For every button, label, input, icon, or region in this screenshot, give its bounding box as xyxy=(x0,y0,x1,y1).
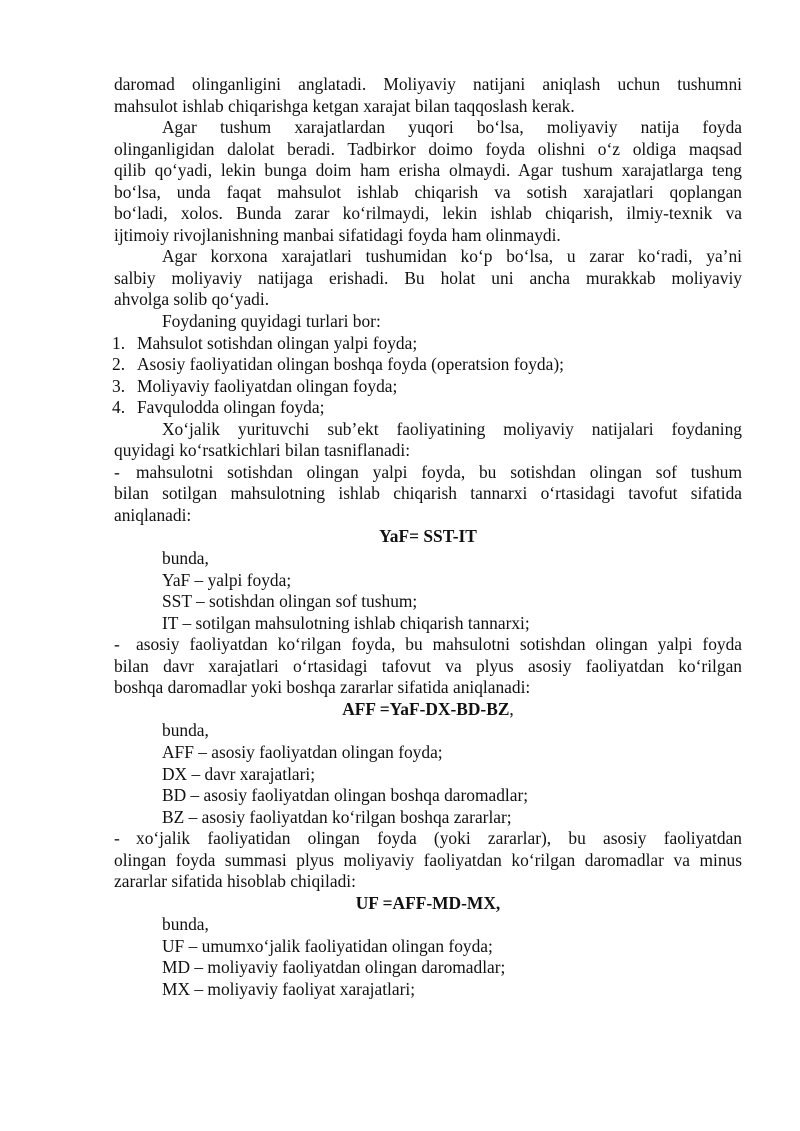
paragraph-line: boshqa daromadlar yoki boshqa zararlar sifatida aniqlanadi: xyxy=(114,677,531,698)
list-text: Mahsulot sotishdan olingan yalpi foyda; xyxy=(137,332,418,353)
paragraph-line: bo‘ladi, xolos. Bunda zarar ko‘rilmaydi, lekin ishlab chiqarish, ilmiy-texnik va xyxy=(114,203,742,224)
formula-tail: , xyxy=(509,698,514,719)
definition-line: MX – moliyaviy faoliyat xarajatlari; xyxy=(162,978,416,999)
paragraph-line: ijtimoiy rivojlanishning manbai sifatidagi foyda ham olinmaydi. xyxy=(114,224,561,245)
paragraph-line: Agar korxona xarajatlari tushumidan ko‘p bo‘lsa, u zarar ko‘radi, ya’ni xyxy=(162,246,742,267)
paragraph-line: daromad olinganligini anglatadi. Moliyaviy natijani aniqlash uchun tushumni xyxy=(114,74,742,94)
dash-marker: - xyxy=(114,828,120,849)
paragraph-line: bilan davr xarajatlari o‘rtasidagi tafovut va plyus asosiy faoliyatdan ko‘rilgan xyxy=(114,655,742,676)
definition-line: BZ – asosiy faoliyatdan ko‘rilgan boshqa zararlar; xyxy=(162,806,512,827)
formula-text: AFF =YaF-DX-BD-BZ xyxy=(342,698,510,719)
formula-yalpi-foyda: YaF= SST-IT xyxy=(379,526,477,547)
dash-item xyxy=(114,828,742,850)
list-text: Moliyaviy faoliyatdan olingan foyda; xyxy=(137,375,398,396)
paragraph-line: aniqlanadi: xyxy=(114,504,192,525)
list-text: Asosiy faoliyatidan olingan boshqa foyda (operatsion foyda); xyxy=(137,354,564,375)
paragraph-line: qilib qo‘yadi, lekin bunga doim ham erisha olmaydi. Agar tushum xarajatlarga teng xyxy=(114,160,742,181)
paragraph-line: ahvolga solib qo‘yadi. xyxy=(114,289,270,310)
paragraph-line: mahsulot ishlab chiqarishga ketgan xarajat bilan taqqoslash kerak. xyxy=(114,95,575,116)
list-intro: Foydaning quyidagi turlari bor: xyxy=(162,311,381,332)
formula-asosiy-faoliyat-foyda xyxy=(114,699,742,721)
definition-intro: bunda, xyxy=(162,720,209,741)
dash-item xyxy=(114,462,742,484)
dash-text: asosiy faoliyatdan ko‘rilgan foyda, bu mahsulotni sotishdan olingan yalpi foyda xyxy=(136,634,742,655)
list-number: 2. xyxy=(112,354,126,375)
definition-intro: bunda, xyxy=(162,914,209,935)
dash-item xyxy=(114,634,742,656)
dash-marker: - xyxy=(114,634,120,655)
definition-line: UF – umumxo‘jalik faoliyatidan olingan foyda; xyxy=(162,935,493,956)
list-item xyxy=(112,376,742,398)
dash-text: mahsulotni sotishdan olingan yalpi foyda, bu sotishdan olingan sof tushum xyxy=(136,461,742,482)
dash-marker: - xyxy=(114,461,120,482)
paragraph-line: zararlar sifatida hisoblab chiqiladi: xyxy=(114,871,356,892)
list-text: Favqulodda olingan foyda; xyxy=(137,397,325,418)
definition-line: DX – davr xarajatlari; xyxy=(162,763,316,784)
formula-xojalik-foyda: UF =AFF-MD-MX, xyxy=(355,892,501,913)
paragraph-line: quyidagi ko‘rsatkichlari bilan tasniflanadi: xyxy=(114,440,411,461)
list-item xyxy=(112,354,742,376)
paragraph-line: Agar tushum xarajatlardan yuqori bo‘lsa, moliyaviy natija foyda xyxy=(162,117,742,138)
paragraph-line: Xo‘jalik yurituvchi sub’ekt faoliyatining moliyaviy natijalari foydaning xyxy=(162,418,742,439)
list-item xyxy=(112,397,742,419)
list-item xyxy=(112,333,742,355)
definition-intro: bunda, xyxy=(162,548,209,569)
list-number: 3. xyxy=(112,375,126,396)
paragraph-line: bo‘lsa, unda faqat mahsulot ishlab chiqarish va sotish xarajatlari qoplangan xyxy=(114,181,742,202)
list-number: 1. xyxy=(112,332,126,353)
definition-line: AFF – asosiy faoliyatdan olingan foyda; xyxy=(162,741,443,762)
definition-line: SST – sotishdan olingan sof tushum; xyxy=(162,591,418,612)
paragraph-line: salbiy moliyaviy natijaga erishadi. Bu holat uni ancha murakkab moliyaviy xyxy=(114,267,742,288)
paragraph-line: bilan sotilgan mahsulotning ishlab chiqarish tannarxi o‘rtasidagi tavofut sifatida xyxy=(114,483,742,504)
dash-text: xo‘jalik faoliyatidan olingan foyda (yoki zararlar), bu asosiy faoliyatdan xyxy=(136,828,742,849)
definition-line: MD – moliyaviy faoliyatdan olingan daromadlar; xyxy=(162,957,506,978)
paragraph-line: olinganligidan dalolat beradi. Tadbirkor doimo foyda olishni o‘z oldiga maqsad xyxy=(114,138,742,159)
paragraph-line: olingan foyda summasi plyus moliyaviy faoliyatdan ko‘rilgan daromadlar va minus xyxy=(114,849,742,870)
definition-line: BD – asosiy faoliyatdan olingan boshqa daromadlar; xyxy=(162,785,529,806)
list-number: 4. xyxy=(112,397,126,418)
definition-line: YaF – yalpi foyda; xyxy=(162,569,292,590)
definition-line: IT – sotilgan mahsulotning ishlab chiqarish tannarxi; xyxy=(162,612,530,633)
